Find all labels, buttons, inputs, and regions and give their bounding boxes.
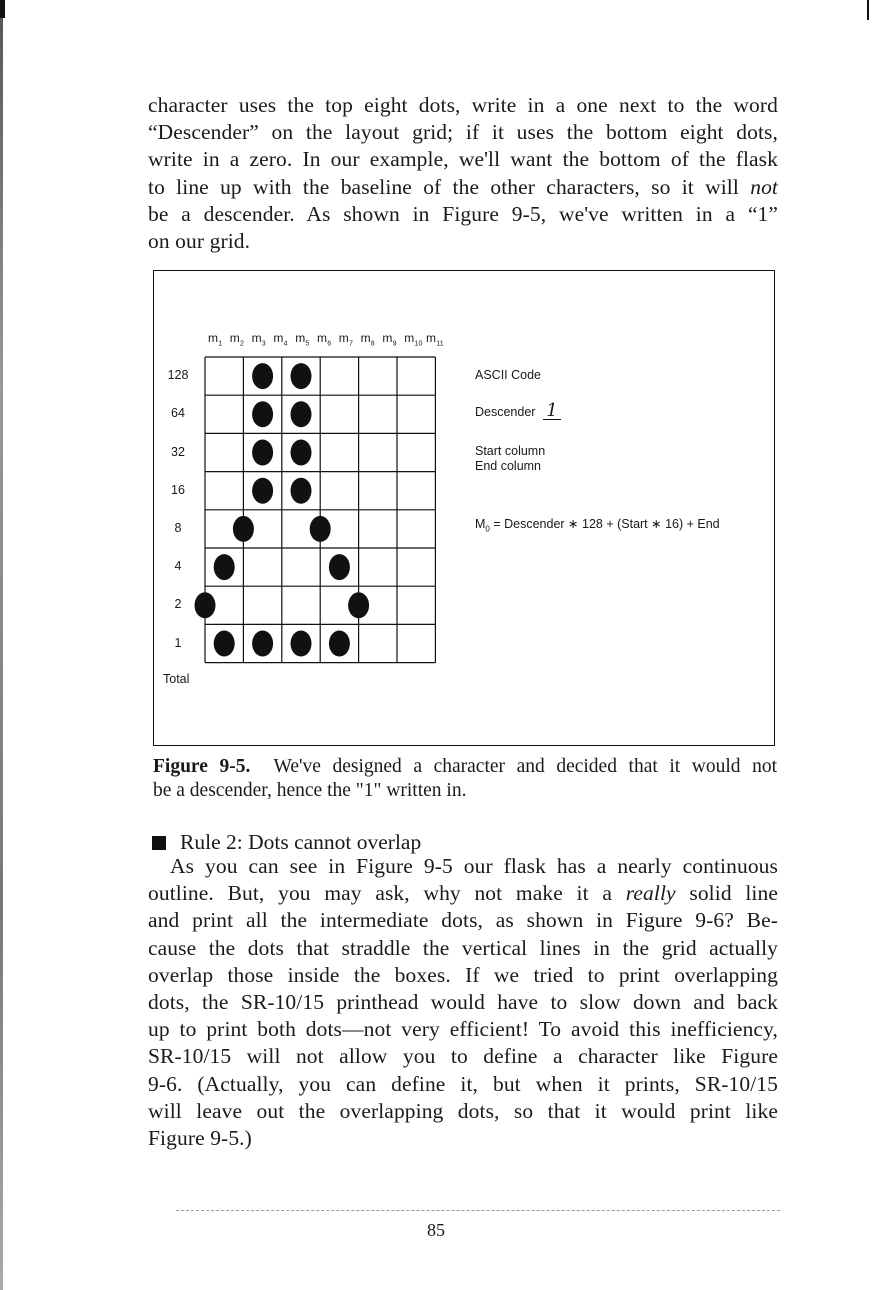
column-header-m1: $m_1$ [208, 331, 223, 348]
end-column-label: End column [475, 459, 542, 473]
dot-grid-figure [154, 271, 773, 744]
print-dot [291, 631, 312, 657]
print-dot [291, 440, 312, 466]
column-header-m2: $m_2$ [229, 331, 245, 348]
column-header-m10: $m_{10}$ [404, 331, 423, 348]
text-line: SR-10/15 will not allow you to define a character like Figure [148, 1044, 778, 1069]
column-header-m9: $m_9$ [382, 331, 397, 348]
caption-line [153, 755, 777, 779]
descender-value: 1 [543, 403, 561, 420]
print-dot [252, 631, 273, 657]
print-dot [252, 401, 273, 427]
row-label-4: 4 [174, 559, 182, 574]
caption-title: Figure 9-5. [153, 756, 251, 777]
formula-subscript: 0 [485, 524, 490, 534]
total-label: Total [163, 672, 190, 686]
text-line: As you can see in Figure 9-5 our flask has a nearly continuous [170, 854, 778, 878]
column-header-m11: $m_{11}$ [426, 331, 444, 348]
column-header-m5: $m_5$ [295, 331, 310, 348]
row-label-1: 1 [174, 635, 182, 650]
text-line: character uses the top eight dots, write in a one next to the word [148, 93, 778, 117]
text-line: and print all the intermediate dots, as shown in Figure 9-6? Be- [148, 908, 778, 933]
column-header-m3: $m_3$ [251, 331, 266, 348]
start-column-label: Start column [475, 444, 546, 458]
text-line: dots, the SR-10/15 printhead would have to slow down and back [148, 990, 778, 1015]
text-line [148, 174, 778, 201]
descender-field [475, 400, 561, 421]
print-dot [348, 592, 369, 618]
ascii-code-label: ASCII Code [475, 368, 542, 382]
print-dot [214, 631, 235, 657]
footer-rule [176, 1210, 780, 1211]
italic-word: really [625, 881, 676, 906]
column-header-m6: $m_6$ [317, 331, 332, 348]
print-dot [252, 440, 273, 466]
rule-heading [152, 830, 421, 855]
text-line: on our grid. [148, 229, 251, 254]
text-line: be a descender. As shown in Figure 9-5, we've written in a “1” [148, 201, 778, 226]
print-dot [310, 516, 331, 542]
formula [475, 516, 720, 534]
column-header-m8: $m_8$ [360, 331, 375, 348]
grid-lines [205, 357, 435, 663]
formula-expression: = Descender ∗ 128 + (Start ∗ 16) + End [489, 517, 720, 531]
square-bullet-icon [152, 836, 166, 850]
page-scan-edge [0, 0, 3, 1290]
row-label-128: 128 [167, 368, 189, 383]
print-dot [233, 516, 254, 542]
text-line: 9-6. (Actually, you can define it, but when it prints, SR-10/15 [148, 1071, 778, 1096]
row-label-16: 16 [171, 482, 185, 497]
text-line: cause the dots that straddle the vertical lines in the grid actually [148, 935, 778, 960]
paragraph-bottom [148, 853, 778, 1152]
row-label-32: 32 [171, 444, 185, 459]
figure-box [153, 270, 775, 746]
text-fragment: to line up with the baseline of the other characters, so it will [148, 174, 751, 199]
text-line: overlap those inside the boxes. If we tried to print overlapping [148, 962, 778, 987]
italic-word: not [750, 174, 778, 199]
text-fragment: solid line [675, 881, 778, 906]
text-line: will leave out the overlapping dots, so that it would print like [148, 1098, 778, 1123]
page-number: 85 [427, 1220, 445, 1240]
text-line: write in a zero. In our example, we'll want the bottom of the flask [148, 147, 778, 172]
print-dot [291, 478, 312, 504]
row-label-8: 8 [174, 520, 182, 535]
print-dot [329, 631, 350, 657]
text-line [148, 880, 778, 907]
column-header-m4: $m_4$ [273, 331, 288, 348]
row-label-2: 2 [174, 597, 182, 612]
text-fragment: outline. But, you may ask, why not make it a [148, 881, 626, 906]
formula-prefix: M [475, 517, 486, 531]
print-dot [214, 554, 235, 580]
descender-label: Descender [475, 405, 536, 419]
figure-caption [153, 755, 777, 803]
text-line: up to print both dots—not very efficient! To avoid this inefficiency, [148, 1017, 778, 1042]
caption-line: be a descender, hence the "1" written in. [153, 780, 467, 801]
print-dot [329, 554, 350, 580]
rule-heading-text: Rule 2: Dots cannot overlap [180, 830, 422, 854]
print-dot [252, 363, 273, 389]
scan-mark-top-right [867, 0, 869, 20]
text-line: Figure 9-5.) [148, 1126, 252, 1151]
caption-text: We've designed a character and decided that it would not [273, 756, 777, 777]
paragraph-top [148, 92, 778, 255]
scan-mark-top-left [0, 0, 5, 18]
row-label-64: 64 [171, 406, 185, 421]
text-line: “Descender” on the layout grid; if it uses the bottom eight dots, [148, 120, 778, 145]
print-dot [252, 478, 273, 504]
print-dot [291, 401, 312, 427]
column-header-m7: $m_7$ [338, 331, 354, 348]
print-dot [291, 363, 312, 389]
